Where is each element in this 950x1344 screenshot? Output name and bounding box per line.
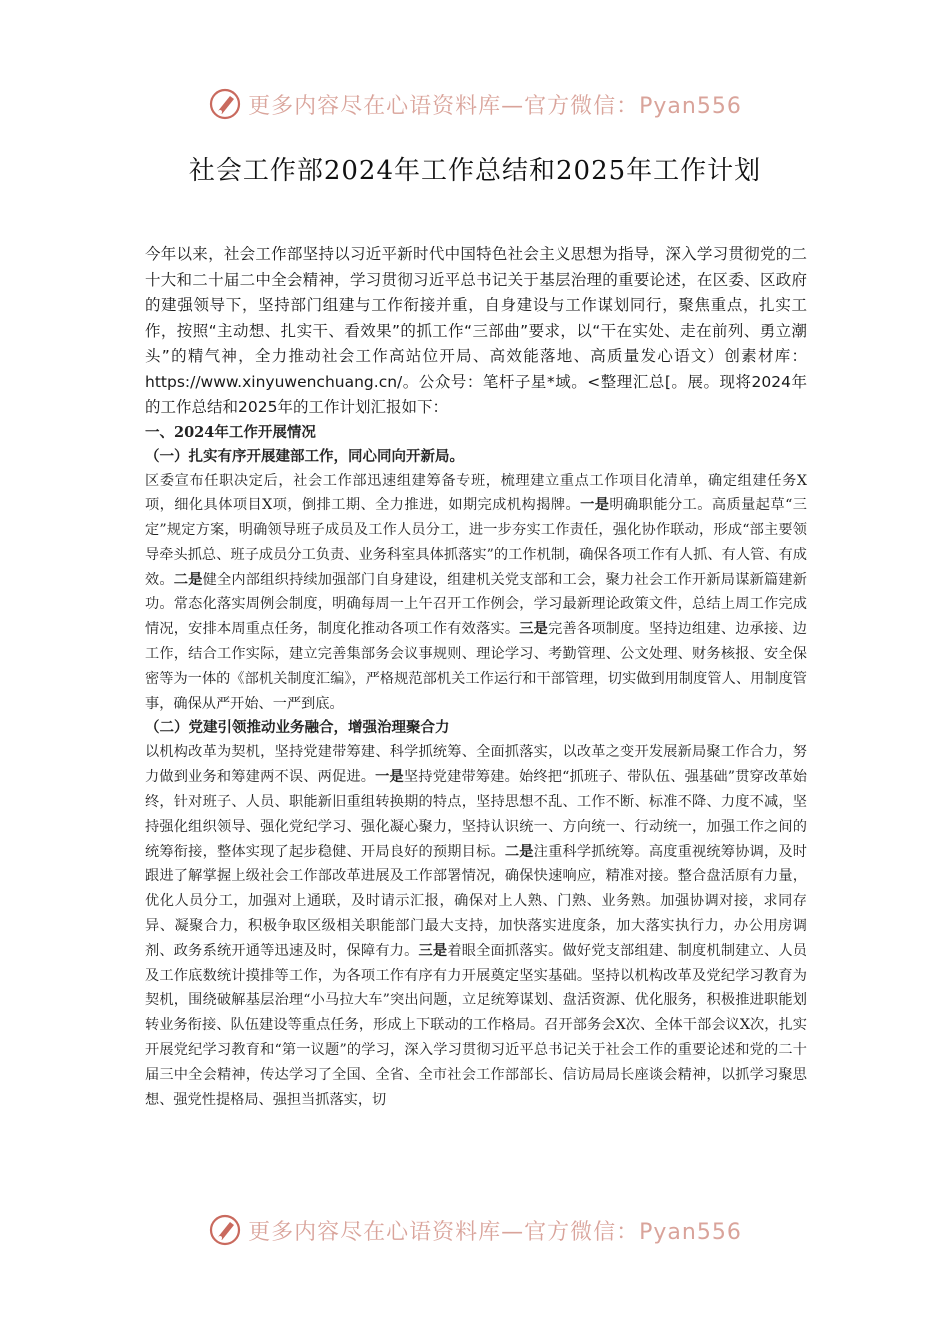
pen-nib-logo-icon xyxy=(208,87,242,121)
watermark-banner-top xyxy=(0,82,950,126)
subsection-heading-1: （一）扎实有序开展建部工作，同心同向开新局。 xyxy=(145,448,464,465)
section-heading: 一、2024年工作开展情况 xyxy=(145,423,316,441)
watermark-text: 更多内容尽在心语资料库—官方微信：Pyan556 xyxy=(248,1219,742,1245)
document-body xyxy=(145,242,807,1112)
pen-nib-logo-icon xyxy=(208,1213,242,1247)
watermark-banner-bottom xyxy=(0,1208,950,1252)
watermark-text: 更多内容尽在心语资料库—官方微信：Pyan556 xyxy=(248,93,742,119)
document-title: 社会工作部2024年工作总结和2025年工作计划 xyxy=(188,156,762,186)
subsection-2-paragraph: 以机构改革为契机，坚持党建带筹建、科学抓统筹、全面抓落实，以改革之变开发展新局聚工作合力，努力做到业务和筹建两不误、两促进。一是坚持党建带筹建。始终把“抓班子、带队伍、强基础”贯穿改革始终，针对班子、人员、职能新旧重组转换期的特点，坚持思想不乱、工作不断、标准不降、力度不减，坚持强化组织领导、强化党纪学习、强化凝心聚力，坚持认识统一、方向统一、行动统一，加强工作之间的统筹衔接，整体实现了起步稳健、开局良好的预期目标。二是注重科学抓统筹。高度重视统筹协调，及时跟进了解掌握上级社会工作部改革进展及工作部署情况，确保快速响应，精准对接。整合盘活原有力量，优化人员分工，加强对上通联，及时请示汇报，确保对上人熟、门熟、业务熟。加强协调对接，求同存异、凝聚合力，积极争取区级相关职能部门最大支持，加快落实进度条，加大落实执行力，办公用房调剂、政务系统开通等迅速及时，保障有力。三是着眼全面抓落实。做好党支部组建、制度机制建立、人员及工作底数统计摸排等工作，为各项工作有序有力开展奠定坚实基础。坚持以机构改革及党纪学习教育为契机，围绕破解基层治理“小马拉大车”突出问题，立足统筹谋划、盘活资源、优化服务，积极推进职能划转业务衔接、队伍建设等重点任务，形成上下联动的工作格局。召开部务会X次、全体干部会议X次，扎实开展党纪学习教育和“第一议题”的学习，深入学习贯彻习近平总书记关于社会工作的重要论述和党的二十届三中全会精神，传达学习了全国、全省、全市社会工作部部长、信访局局长座谈会精神，以抓学习聚思想、强党性提格局、强担当抓落实，切 xyxy=(145,744,807,1108)
subsection-1-paragraph: 区委宣布任职决定后，社会工作部迅速组建筹备专班，梳理建立重点工作项目化清单，确定组建任务X项，细化具体项目X项，倒排工期、全力推进，如期完成机构揭牌。一是明确职能分工。高质量起草“三定”规定方案，明确领导班子成员及工作人员分工，进一步夯实工作责任，强化协作联动，形成“部主要领导牵头抓总、班子成员分工负责、业务科室具体抓落实”的工作机制，确保各项工作有人抓、有人管、有成效。二是健全内部组织持续加强部门自身建设，组建机关党支部和工会，聚力社会工作开新局谋新篇建新功。常态化落实周例会制度，明确每周一上午召开工作例会，学习最新理论政策文件，总结上周工作完成情况，安排本周重点任务，制度化推动各项工作有效落实。三是完善各项制度。坚持边组建、边承接、边工作，结合工作实际，建立完善集部务会议事规则、理论学习、考勤管理、公文处理、财务核报、安全保密等为一体的《部机关制度汇编》，严格规范部机关工作运行和干部管理，切实做到用制度管人、用制度管事，确保从严开始、一严到底。 xyxy=(145,472,807,712)
intro-paragraph: 今年以来，社会工作部坚持以习近平新时代中国特色社会主义思想为指导，深入学习贯彻党的二十大和二十届二中全会精神，学习贯彻习近平总书记关于基层治理的重要论述，在区委、区政府的建强领导下，坚持部门组建与工作衔接并重，自身建设与工作谋划同行，聚焦重点，扎实工作，按照“主动想、扎实干、看效果”的抓工作“三部曲”要求，以“干在实处、走在前列、勇立潮头”的精气神，全力推动社会工作高站位开局、高效能落地、高质量发心语文）创素材库：https://www.xinyuwenchuang.cn/。公众号：笔杆子星*域。<整理汇总[。展。现将2024年的工作总结和2025年的工作计划汇报如下： xyxy=(145,245,807,416)
subsection-heading-2: （二）党建引领推动业务融合，增强治理聚合力 xyxy=(145,720,450,737)
